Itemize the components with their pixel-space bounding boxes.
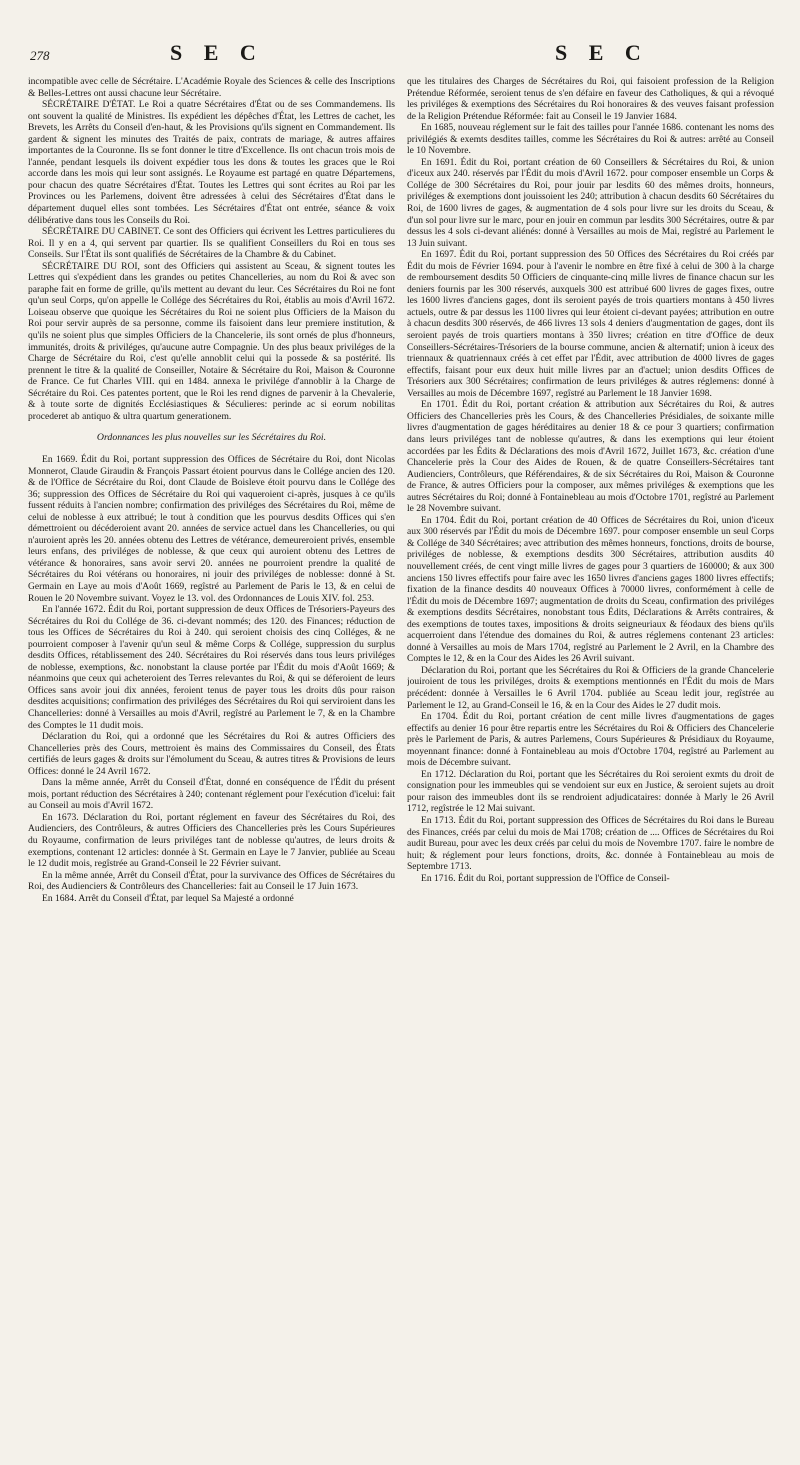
paragraph: incompatible avec celle de Sécrétaire. L'Académie Royale des Sciences & celle des Inscriptions & Belles-Lettres ont aussi chacune leur Sécrétaire. [28, 76, 395, 99]
text-columns [28, 76, 774, 1445]
paragraph: En l'année 1672. Édit du Roi, portant suppression de deux Offices de Trésoriers-Payeurs des Sécrétaires du Roi du Collége de 36. ci-devant nommés; des 120. des Finances; réduction de tous les Offices de Sécrétaires du Roi à 240. qui seroient choisis des cinq Colléges, & ne pourroient composer à l'avenir qu'un seul & même Corps & Collége, suppression du surplus desdits Offices, rétablissement des 240. Sécrétaires du Roi réservés dans tous leurs priviléges de noblesse, exemptions, &c. nonobstant la clause portée par l'Édit du mois d'Août 1669; & néanmoins que ceux qui acheteroient des Terres relevantes du Roi, & qui se déferoient de leurs Offices sans avoir joui dix années, feroient tenus de payer tous les droits dûs pour raison desdites acquisitions; confirmation des priviléges des Sécrétaires du Roi qui serviroient dans les Chancelleries: donné à Versailles au mois d'Avril, regîstré au Parlement le 7, & en la Chambre des Comptes le 11 dudit mois. [28, 604, 395, 731]
paragraph: En 1716. Édit du Roi, portant suppression de l'Office de Conseil- [421, 872, 670, 884]
page-number: 278 [30, 48, 50, 63]
paragraph: En 1673. Déclaration du Roi, portant réglement en faveur des Sécrétaires du Roi, des Audienciers, des Contrôleurs, & autres Officiers des Chancelleries près les Cours Supérieures du Royaume, confirmation de leurs priviléges tant de noblesse qu'autres, de leurs droits & exemptions, contenant 12 articles: donnée à St. Germain en Laye le 7 Janvier, publiée au Sceau le 12 dudit mois, regîstrée au Grand-Conseil le 22 Février suivant. [28, 811, 395, 870]
paragraph: En 1704. Édit du Roi, portant création de 40 Offices de Sécrétaires du Roi, union d'iceux aux 300 réservés par l'Édit du mois de Décembre 1697. pour composer ensemble un seul Corps & Collége de 340 Sécrétaires; avec attribution des mêmes honneurs, fonctions, droits de bourse, priviléges de noblesse, & exemptions desdits 300 Sécrétaires, attribution ausdits 40 nouvellement créés, de cent vingt mille livres de gages pour 3 quartiers de 160000; & aux 300 anciens 150 livres effectifs pour faire avec les 1650 livres d'anciens gages 1800 livres effectifs; fixation de la finance desdits 40 nouveaux Offices à 70000 livres, conformément à celle de l'Édit du mois de Décembre 1697; augmentation de droits du Sceau, confirmation des priviléges & exemptions desdits Sécrétaires, nonobstant tous Édits, Déclarations & Arrêts contraires, & des exemptions de toutes taxes, impositions & droits seigneuriaux & féodaux des biens qu'ils acquerroient dans l'étendue des domaines du Roi, & autres réglemens contenant 23 articles: donné à Versailles au mois de Mars 1704, regîstré au Parlement le 2 Avril, en la Chambre des Comptes le 12, & en la Cour des Aides les 26 Avril suivant. [407, 514, 774, 665]
paragraph: En 1685, nouveau réglement sur le fait des tailles pour l'année 1686. contenant les noms des privilégiés & exemts desdites tailles, comme les Sécrétaires du Roi & autres: arrêté au Conseil le 10 Novembre. [407, 122, 774, 157]
running-head-right: S E C [555, 40, 649, 65]
paragraph: Déclaration du Roi, qui a ordonné que les Sécrétaires du Roi & autres Officiers des Chancelleries près des Cours, mettroient ès mains des Commissaires du Conseil, des États certifiés de leurs gages & droits sur l'émolument du Sceau, & autres titres & Provisions de leurs Offices: donné le 24 Avril 1672. [28, 731, 395, 777]
paragraph: En 1704. Édit du Roi, portant création de cent mille livres d'augmentations de gages effectifs au denier 16 pour être repartis entre les Sécrétaires du Roi & Officiers des Chancelerie près le Parlement de Paris, & autres Parlemens, Cours Supérieures & Présidiaux du Royaume, moyennant finance: donné à Fontainebleau au mois d'Octobre 1704, regîstré au Parlement au mois de Décembre suivant. [407, 711, 774, 769]
paragraph: que les titulaires des Charges de Sécrétaires du Roi, qui faisoient profession de la Religion Prétendue Réformée, seroient tenus de s'en défaire en faveur des Catholiques, & qui a révoqué les priviléges & exemptions des Sécrétaires du Roi honoraires & des veuves faisant profession de la Religion Prétendue Réformée: fait au Conseil le 19 Janvier 1684. [407, 76, 774, 122]
paragraph: En 1691. Édit du Roi, portant création de 60 Conseillers & Sécrétaires du Roi, & union d'iceux aux 240. réservés par l'Édit du mois d'Avril 1672. pour composer ensemble un Corps & Collége de 300 Sécrétaires du Roi, pour jouir par lesdits 60 des mêmes droits, honneurs, priviléges & exemptions dont jouissoient les 240; attribution à chacun desdits 60 Sécrétaires du Roi, de 1600 livres de gages, & augmentation de 4 sols pour livre sur les droits du Sceau, & d'un sol pour livre sur le marc, pour en jouir en commun par lesdits 300 Sécrétaires, outre & par dessus les 4 sols ci-devant aliénés: donné à Versailles au mois de Mai, regîstré au Parlement le 13 Juin suivant. [407, 156, 774, 249]
paragraph: En 1713. Édit du Roi, portant suppression des Offices de Sécrétaires du Roi dans le Bureau des Finances, créés par celui du mois de Mai 1708; création de .... Offices de Sécrétaires du Roi audit Bureau, pour avec les deux créés par celui du mois de Novembre 1707. faire le nombre de huit; & réglement pour leurs fonctions, droits, &c. donnée à Fontainebleau au mois de Septembre 1713. [407, 815, 774, 873]
paragraph: Déclaration du Roi, portant que les Sécrétaires du Roi & Officiers de la grande Chancelerie jouiroient de tous les priviléges, droits & exemptions mentionnés en l'Édit du mois de Mars précédent: donnée à Versailles le 6 Avril 1704. publiée au Sceau ledit jour, regîstrée au Parlement le 12, au Grand-Conseil le 16, & en la Cour des Aides le 27 dudit mois. [407, 664, 774, 711]
paragraph: En 1684. Arrêt du Conseil d'État, par lequel Sa Majesté a ordonné [42, 892, 294, 904]
paragraph: SÉCRÉTAIRE D'ÉTAT. Le Roi a quatre Sécrétaires d'État ou de ses Commandemens. Ils ont souvent la qualité de Ministres. Ils expédient les dépêches d'État, les Lettres de cachet, les Brevets, les Arrêts du Conseil d'en-haut, & les Provisions qu'ils signent en Commandement. Ils gardent & signent les minutes des Traités de paix, contrats de mariage, & autres affaires importantes de la Couronne. Ils se font donner le titre d'Excellence. Ils ont chacun trois mois de l'année, pendant lesquels ils doivent expédier tous les dons & toutes les graces que le Roi accorde dans les mois qui leur sont assignés. Le Royaume est partagé en quatre Départemens, pour chacun des quatre Sécrétaires d'État. Toutes les Lettres qui sont écrites au Roi par les Provinces ou les Parlemens, doivent être adressées à celui des Sécrétaires d'État dans le département duquel elles sont tombées. Les Sécrétaires d'État ont entrée, séance & voix délibérative dans tous les Conseils du Roi. [28, 99, 395, 226]
paragraph: SÉCRÉTAIRE DU ROI, sont des Officiers qui assistent au Sceau, & signent toutes les Lettres qui s'expédient dans les grandes ou petites Chancelleries, au nom du Roi & avec son paraphe fait en forme de grille, qu'ils mettent au devant du leur. Ces Sécrétaires du Roi ne font qu'un seul Corps, qu'on appelle le Collége des Sécrétaires du Roi, établis au mois d'Avril 1672. Loiseau observe que quoique les Sécrétaires du Roi ne soient plus Officiers de la Maison du Roi pour servir auprès de sa personne, comme ils faisoient dans leur premiere institution, & qu'ils ne soient plus que simples Officiers de la Chancelerie, ils sont ornés de plus d'honneurs, immunités, droits & priviléges, qu'aucune autre Compagnie. Un des plus beaux priviléges de la Charge de Sécrétaire du Roi, c'est qu'elle annoblit celui qui la possede & sa postérité. Ils prennent le titre & la qualité de Conseiller, Notaire & Sécrétaire du Roi, Maison & Couronne de France. Ce fut Charles VIII. qui en 1484. annexa le privilége d'annoblir à la Charge de Sécrétaire du Roi. Ces patentes portent, que le Roi les rend dignes de parvenir à la Chevalerie, & à toute sorte de dignités Ecclésiastiques & Séculieres: perinde ac si eorum nobilitas procederet ab antiquo & ultra quartum generationem. [28, 260, 395, 422]
paragraph: En 1669. Édit du Roi, portant suppression des Offices de Sécrétaire du Roi, dont Nicolas Monnerot, Claude Giraudin & François Passart étoient pourvus dans le Collége ancien des 120. & de l'Office de Sécrétaire du Roi, dont Claude de Boisleve étoit pourvu dans le Collége des 36; suppression des Offices de Sécrétaire du Roi qui vaqueroient ci-après, jusques à ce qu'ils fussent réduits à l'ancien nombre; confirmation des priviléges des Sécrétaires du Roi, même de celui de noblesse à eux attribué; le tout à condition que les pourvus desdits Offices qui s'en démettroient ou décéderoient avant 20. années de service actuel dans les Chancelleries, ou qui n'auroient après les 20. années obtenu des Lettres de vétérance, demeureroient privés, ensemble leurs enfans, des priviléges de noblesse, & que ceux qui auroient obtenu des Lettres de vétérance & honoraires, sans avoir servi 20. années ne pourroient prendre la qualité de Sécrétaires du Roi vétérans ou honoraires, ni jouir des priviléges de noblesse: donné à St. Germain en Laye au mois d'Août 1669, regîstré au Parlement de Paris le 13, & en celui de Rouen le 20 Novembre suivant. Voyez le 13. vol. des Ordonnances de Louis XIV. fol. 253. [28, 453, 395, 604]
running-head-left: S E C [170, 40, 264, 65]
paragraph: SÉCRÉTAIRE DU CABINET. Ce sont des Officiers qui écrivent les Lettres particulieres du Roi. Il y en a 4, qui servent par quartier. Ils se qualifient Conseillers du Roi en tous ses Conseils. Sur l'État ils sont qualifiés de Sécrétaires de la Chambre & du Cabinet. [28, 226, 395, 261]
paragraph: Dans la même année, Arrêt du Conseil d'État, donné en conséquence de l'Édit du présent mois, portant réduction des Sécrétaires à 240; contenant réglement pour l'exécution d'icelui: fait au Conseil au mois d'Avril 1672. [28, 777, 395, 812]
paragraph: En 1701. Édit du Roi, portant création & attribution aux Sécrétaires du Roi, & autres Officiers des Chancelleries près les Cours, & des Chancelleries Présidiales, de soixante mille livres d'augmentation de gages héréditaires au denier 18 & ce pour 3 quartiers; confirmation dans leurs priviléges tant de noblesse qu'autres, & dans les exemptions qui leur étoient accordées par les Édits & Déclarations des mois d'Avril 1672, Juillet 1673, &c. création d'une Chancelerie près la Cour des Aides de Rouen, & de quatre Conseillers-Sécrétaires tant Audienciers, Contrôleurs, que Référendaires, & de six Sécrétaires du Roi, Maison & Couronne de France, & autres Officiers pour la composer, aux mêmes priviléges & exemptions que les autres Sécrétaires du Roi; donné à Fontainebleau au mois d'Octobre 1701, regîstré au Parlement le 28 Novembre suivant. [407, 399, 774, 515]
left-column [28, 76, 395, 1445]
paragraph: En 1712. Déclaration du Roi, portant que les Sécrétaires du Roi seroient exmts du droit de consignation pour les immeubles qui se vendoient sur eux en Justice, & seroient sujets au droit pour raison des immeubles dont ils se rendroient adjudicataires: donnée à Marly le 26 Avril 1712, regîstrée le 12 Mai suivant. [407, 768, 774, 815]
paragraph: En la même année, Arrêt du Conseil d'État, pour la survivance des Offices de Sécrétaires du Roi, des Audienciers & Contrôleurs des Chancelleries: fait au Conseil le 17 Juin 1673. [28, 869, 395, 893]
section-subheading: Ordonnances les plus nouvelles sur les Sécrétaires du Roi. [96, 432, 327, 444]
right-column [407, 76, 774, 1445]
paragraph: En 1697. Édit du Roi, portant suppression des 50 Offices des Sécrétaires du Roi créés par Édit du mois de Février 1694. pour à l'avenir le nombre en être fixé à celui de 300 à la charge de remboursement desdits 50 Officiers de cinquante-cinq mille livres de finance chacun sur les deniers fournis par les 300 réservés, auxquels 300 est attribué 600 livres de gages fixes, outre les 1600 livres d'anciens gages, dont ils seroient payés de trois quartiers montans à 450 livres actuels, outre & par dessus les 1100 livres qui leur étoient ci-devant payées; attribution en outre à chacun desdits 300 réservés, de 466 livres 13 sols 4 deniers d'augmentation de gages, dont ils seroient payés de trois quartiers montans à 350 livres; création en titre d'Office de deux Conseillers-Sécrétaires-Trésoriers de la bourse commune, ancien & alternatif; union à iceux des triennaux & quatriennaux créés à cet effet par l'Édit, avec attribution de 4000 livres de gages effectifs, faisant pour eux deux huit mille livres par an d'actuel; union desdits Offices de Trésoriers aux 300 Sécrétaires; confirmation de leurs priviléges & autres réglemens: donné à Versailles au mois de Décembre 1697, regîstré au Parlement le 18 Janvier 1698. [407, 249, 774, 399]
